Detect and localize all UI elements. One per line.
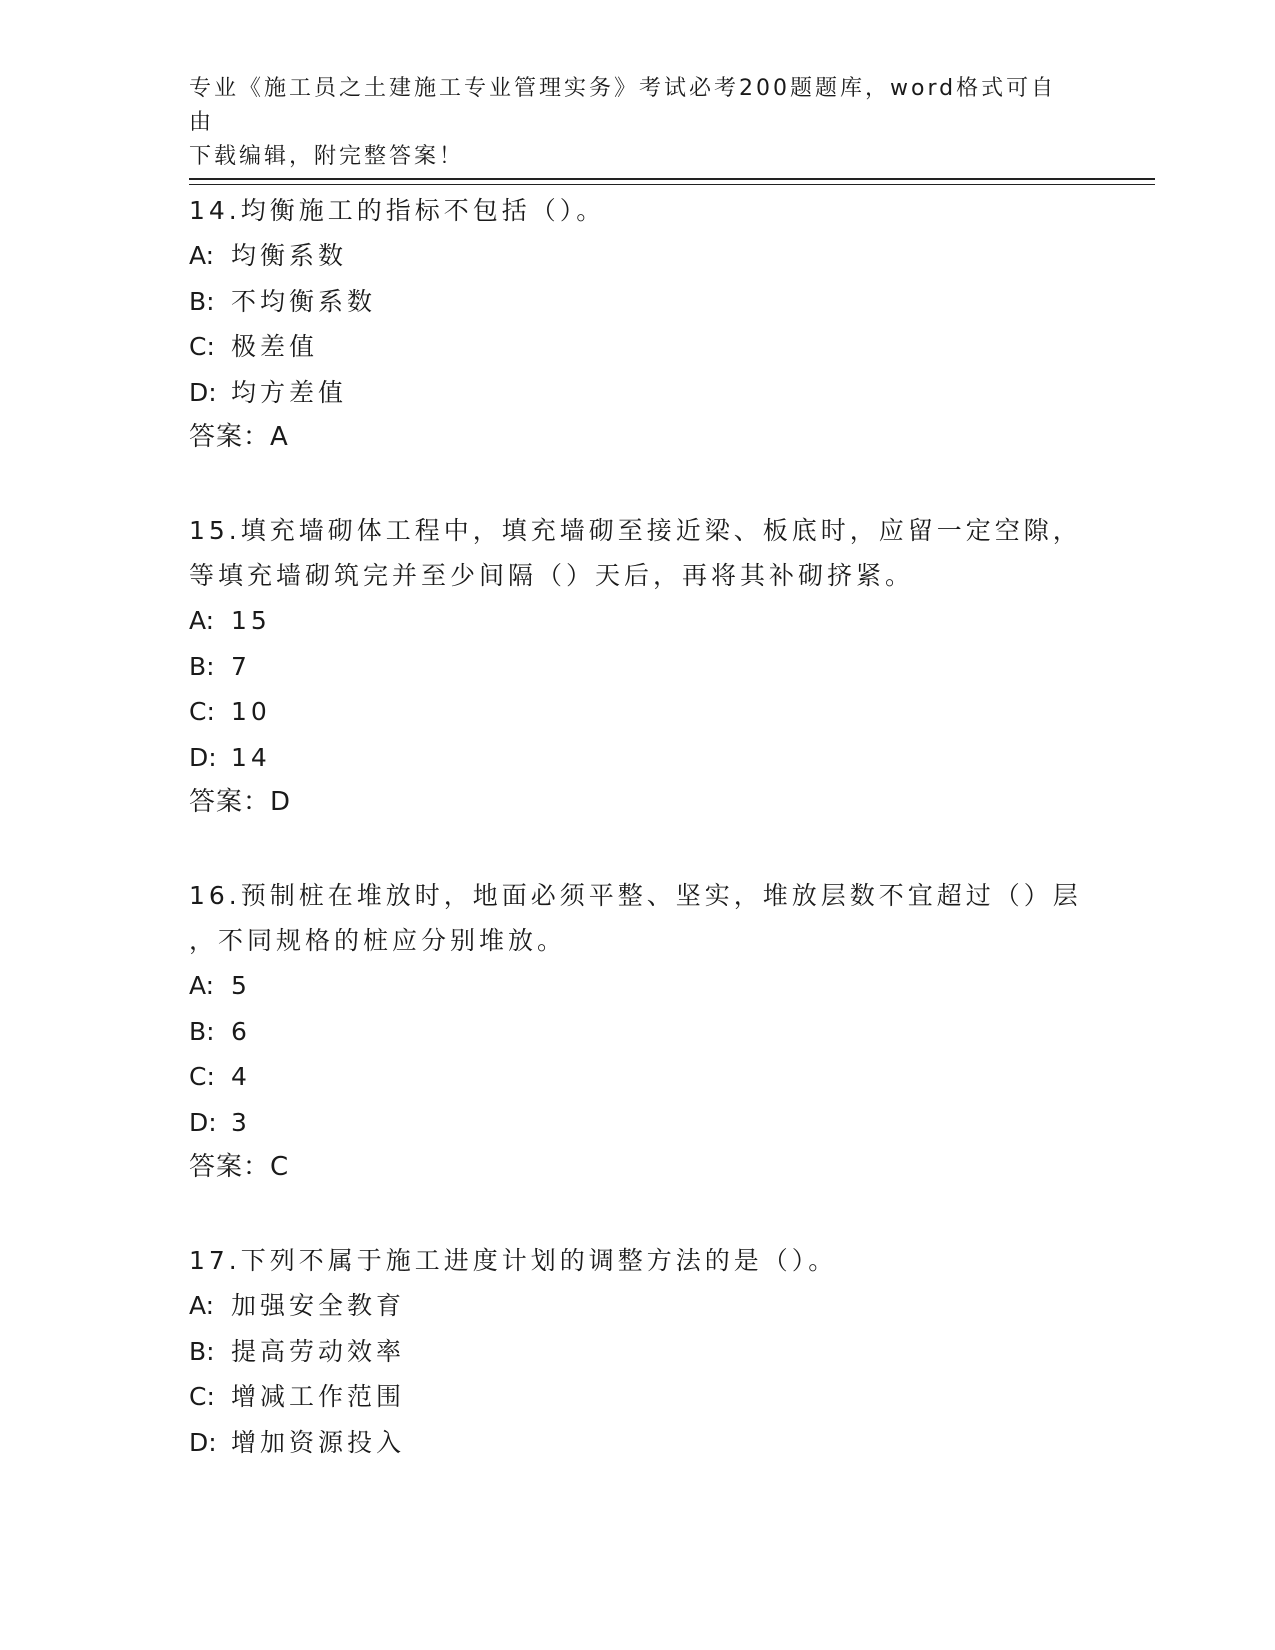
answer-key: 答案：C xyxy=(189,1152,290,1182)
option-letter: A: xyxy=(189,1291,215,1320)
question-block xyxy=(189,1238,1089,1465)
document-header xyxy=(189,72,1069,174)
option-letter: C: xyxy=(189,697,215,726)
answer-option xyxy=(189,1283,1089,1329)
question-block xyxy=(189,188,1089,459)
option-text: 10 xyxy=(231,697,271,726)
option-text: 7 xyxy=(231,651,251,681)
header-line-2: 下载编辑，附完整答案！ xyxy=(189,144,465,169)
option-text: 6 xyxy=(231,1016,251,1046)
header-line-1: 专业《施工员之土建施工专业管理实务》考试必考200题题库，word格式可自由 xyxy=(189,76,1057,135)
answer-option xyxy=(189,1100,1089,1146)
question-stem-line: 17.下列不属于施工进度计划的调整方法的是（）。 xyxy=(189,1246,838,1275)
answer-option xyxy=(189,598,1089,644)
answer-option xyxy=(189,644,1089,690)
option-text: 3 xyxy=(231,1107,251,1137)
option-letter: B: xyxy=(189,286,215,316)
option-letter: B: xyxy=(189,651,215,681)
question-stem-line: 等填充墙砌筑完并至少间隔（）天后，再将其补砌挤紧。 xyxy=(189,561,915,590)
option-letter: C: xyxy=(189,1382,215,1411)
option-letter: C: xyxy=(189,332,215,361)
header-rule-thin xyxy=(189,184,1155,185)
option-text: 4 xyxy=(231,1062,251,1091)
option-text: 极差值 xyxy=(231,332,319,361)
answer-option xyxy=(189,233,1089,279)
question-stem-line: 14.均衡施工的指标不包括（）。 xyxy=(189,196,606,225)
option-letter: C: xyxy=(189,1062,215,1091)
option-text: 均衡系数 xyxy=(231,241,348,270)
question-list xyxy=(189,188,1089,1514)
option-letter: A: xyxy=(189,606,215,635)
option-letter: D: xyxy=(189,742,217,772)
question-stem-line: ，不同规格的桩应分别堆放。 xyxy=(189,926,567,955)
answer-key: 答案：A xyxy=(189,422,289,452)
option-text: 15 xyxy=(231,606,271,635)
answer-option xyxy=(189,689,1089,735)
answer-option xyxy=(189,1009,1089,1055)
option-letter: A: xyxy=(189,971,215,1000)
option-letter: D: xyxy=(189,377,217,407)
option-letter: B: xyxy=(189,1016,215,1046)
option-text: 14 xyxy=(231,742,271,772)
question-block xyxy=(189,873,1089,1189)
answer-option xyxy=(189,963,1089,1009)
answer-option xyxy=(189,279,1089,325)
answer-option xyxy=(189,370,1089,416)
answer-option xyxy=(189,324,1089,370)
answer-option xyxy=(189,1420,1089,1466)
answer-option xyxy=(189,735,1089,781)
answer-option xyxy=(189,1374,1089,1420)
option-text: 5 xyxy=(231,971,251,1000)
question-stem-line: 15.填充墙砌体工程中，填充墙砌至接近梁、板底时，应留一定空隙， xyxy=(189,516,1082,545)
option-letter: B: xyxy=(189,1336,215,1366)
question-block xyxy=(189,508,1089,824)
option-letter: D: xyxy=(189,1107,217,1137)
option-text: 增减工作范围 xyxy=(231,1382,406,1411)
option-text: 不均衡系数 xyxy=(231,286,377,316)
option-letter: A: xyxy=(189,241,215,270)
option-text: 加强安全教育 xyxy=(231,1291,406,1320)
question-stem-line: 16.预制桩在堆放时，地面必须平整、坚实，堆放层数不宜超过（）层 xyxy=(189,881,1082,910)
answer-key: 答案：D xyxy=(189,787,292,817)
answer-option xyxy=(189,1054,1089,1100)
option-text: 提高劳动效率 xyxy=(231,1336,406,1366)
option-text: 增加资源投入 xyxy=(231,1427,406,1457)
option-letter: D: xyxy=(189,1427,217,1457)
header-rule-thick xyxy=(189,178,1155,180)
answer-option xyxy=(189,1329,1089,1375)
option-text: 均方差值 xyxy=(231,377,348,407)
